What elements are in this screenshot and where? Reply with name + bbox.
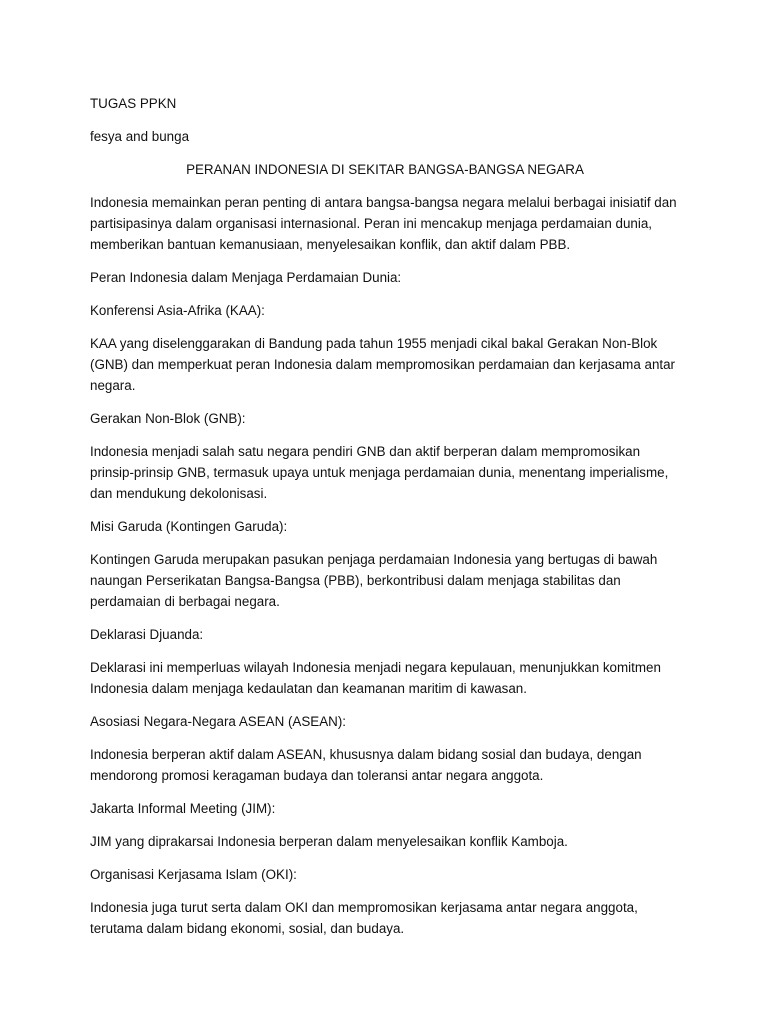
document-title: PERANAN INDONESIA DI SEKITAR BANGSA-BANGSA NEGARA xyxy=(186,162,584,177)
item-body-djuanda: Deklarasi ini memperluas wilayah Indonesia menjadi negara kepulauan, menunjukkan komitmen Indonesia dalam menjaga kedaulatan dan keamanan maritim di kawasan. xyxy=(90,660,661,696)
assignment-label: TUGAS PPKN xyxy=(90,96,177,111)
item-heading-djuanda: Deklarasi Djuanda: xyxy=(90,627,204,642)
item-heading-garuda: Misi Garuda (Kontingen Garuda): xyxy=(90,519,288,534)
item-body-kaa: KAA yang diselenggarakan di Bandung pada tahun 1955 menjadi cikal bakal Gerakan Non-Blok (GNB) dan memperkuat peran Indonesia dalam mempromosikan perdamaian dan kerjasama antar negara. xyxy=(90,336,676,393)
intro-paragraph: Indonesia memainkan peran penting di antara bangsa-bangsa negara melalui berbagai inisiatif dan partisipasinya dalam organisasi internasional. Peran ini mencakup menjaga perdamaian dunia, memberikan bantuan kemanusiaan, menyelesaikan konflik, dan aktif dalam PBB. xyxy=(90,195,677,252)
item-body-garuda: Kontingen Garuda merupakan pasukan penjaga perdamaian Indonesia yang bertugas di bawah naungan Perserikatan Bangsa-Bangsa (PBB), berkontribusi dalam menjaga stabilitas dan perdamaian di berbagai negara. xyxy=(90,552,658,609)
item-body-jim: JIM yang diprakarsai Indonesia berperan dalam menyelesaikan konflik Kamboja. xyxy=(90,834,568,849)
authors-line: fesya and bunga xyxy=(90,129,190,144)
item-heading-oki: Organisasi Kerjasama Islam (OKI): xyxy=(90,867,297,882)
item-heading-asean: Asosiasi Negara-Negara ASEAN (ASEAN): xyxy=(90,714,347,729)
item-heading-kaa: Konferensi Asia-Afrika (KAA): xyxy=(90,303,265,318)
item-body-asean: Indonesia berperan aktif dalam ASEAN, khususnya dalam bidang sosial dan budaya, dengan mendorong promosi keragaman budaya dan toleransi antar negara anggota. xyxy=(90,747,642,783)
item-heading-jim: Jakarta Informal Meeting (JIM): xyxy=(90,801,276,816)
document-body xyxy=(90,93,680,951)
item-heading-gnb: Gerakan Non-Blok (GNB): xyxy=(90,411,246,426)
item-body-gnb: Indonesia menjadi salah satu negara pendiri GNB dan aktif berperan dalam mempromosikan prinsip-prinsip GNB, termasuk upaya untuk menjaga perdamaian dunia, menentang imperialisme, dan mendukung dekolonisasi. xyxy=(90,444,669,501)
item-body-oki: Indonesia juga turut serta dalam OKI dan mempromosikan kerjasama antar negara anggota, terutama dalam bidang ekonomi, sosial, dan budaya. xyxy=(90,900,638,936)
section-heading: Peran Indonesia dalam Menjaga Perdamaian Dunia: xyxy=(90,270,402,285)
